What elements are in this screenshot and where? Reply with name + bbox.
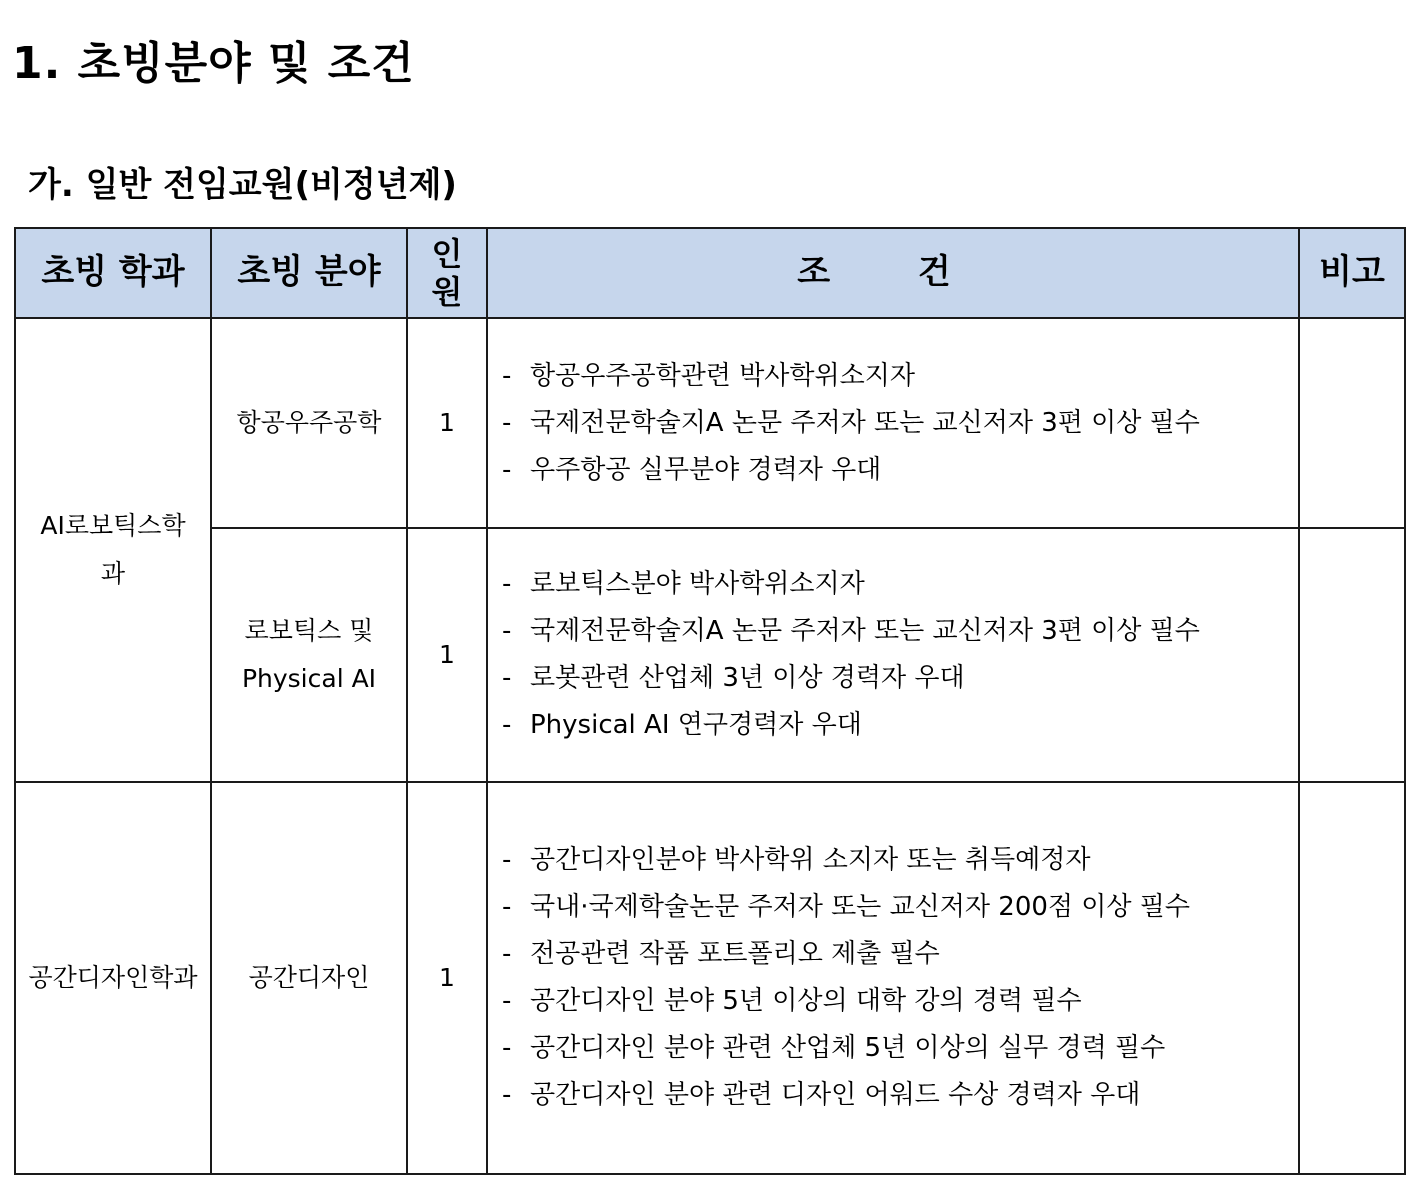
dept-name-line1: AI로보틱스학 — [40, 511, 186, 540]
condition-item: - 로봇관련 산업체 3년 이상 경력자 우대 — [502, 663, 965, 693]
remarks-cell — [1299, 318, 1405, 528]
conditions-list — [502, 353, 1298, 494]
count-cell: 1 — [407, 528, 487, 782]
condition-item: - 공간디자인 분야 관련 디자인 어워드 수상 경력자 우대 — [502, 1080, 1141, 1110]
condition-item: - 국제전문학술지A 논문 주저자 또는 교신저자 3편 이상 필수 — [502, 616, 1200, 646]
count-cell: 1 — [407, 318, 487, 528]
field-cell: 공간디자인 — [211, 782, 407, 1174]
condition-item: - 공간디자인분야 박사학위 소지자 또는 취득예정자 — [502, 845, 1091, 875]
conditions-cell — [487, 318, 1299, 528]
condition-item: - 우주항공 실무분야 경력자 우대 — [502, 454, 882, 485]
header-remarks: 비고 — [1299, 228, 1405, 318]
table-row — [15, 318, 1405, 528]
field-cell: 항공우주공학 — [211, 318, 407, 528]
table-row — [15, 528, 1405, 782]
condition-item: - Physical AI 연구경력자 우대 — [502, 710, 862, 740]
section-subtitle: 가. 일반 전임교원(비정년제) — [28, 165, 457, 205]
conditions-list — [502, 837, 1298, 1119]
header-count — [407, 228, 487, 318]
condition-item: - 로보틱스분야 박사학위소지자 — [502, 569, 865, 599]
dept-cell — [15, 318, 211, 782]
count-cell: 1 — [407, 782, 487, 1174]
header-count-line2: 원 — [431, 273, 463, 311]
header-conditions: 조 건 — [487, 228, 1299, 318]
condition-item: - 전공관련 작품 포트폴리오 제출 필수 — [502, 939, 940, 969]
condition-item: - 국내·국제학술논문 주저자 또는 교신저자 200점 이상 필수 — [502, 892, 1191, 922]
remarks-cell — [1299, 528, 1405, 782]
dept-cell: 공간디자인학과 — [15, 782, 211, 1174]
field-cell — [211, 528, 407, 782]
condition-item: - 공간디자인 분야 관련 산업체 5년 이상의 실무 경력 필수 — [502, 1033, 1166, 1063]
recruitment-table — [14, 227, 1406, 1175]
header-field: 초빙 분야 — [211, 228, 407, 318]
condition-item: - 공간디자인 분야 5년 이상의 대학 강의 경력 필수 — [502, 986, 1082, 1016]
condition-item: - 국제전문학술지A 논문 주저자 또는 교신저자 3편 이상 필수 — [502, 407, 1200, 438]
condition-item: - 항공우주공학관련 박사학위소지자 — [502, 360, 916, 391]
dept-name-line2: 과 — [100, 559, 126, 588]
header-dept: 초빙 학과 — [15, 228, 211, 318]
conditions-cell — [487, 782, 1299, 1174]
conditions-cell — [487, 528, 1299, 782]
header-count-line1: 인 — [431, 235, 463, 273]
page-title: 1. 초빙분야 및 조건 — [12, 38, 415, 89]
table-header-row — [15, 228, 1405, 318]
field-name-line2: Physical AI — [241, 664, 377, 693]
remarks-cell — [1299, 782, 1405, 1174]
table-row — [15, 782, 1405, 1174]
conditions-list — [502, 561, 1298, 749]
field-name-line1: 로보틱스 및 — [244, 616, 374, 645]
